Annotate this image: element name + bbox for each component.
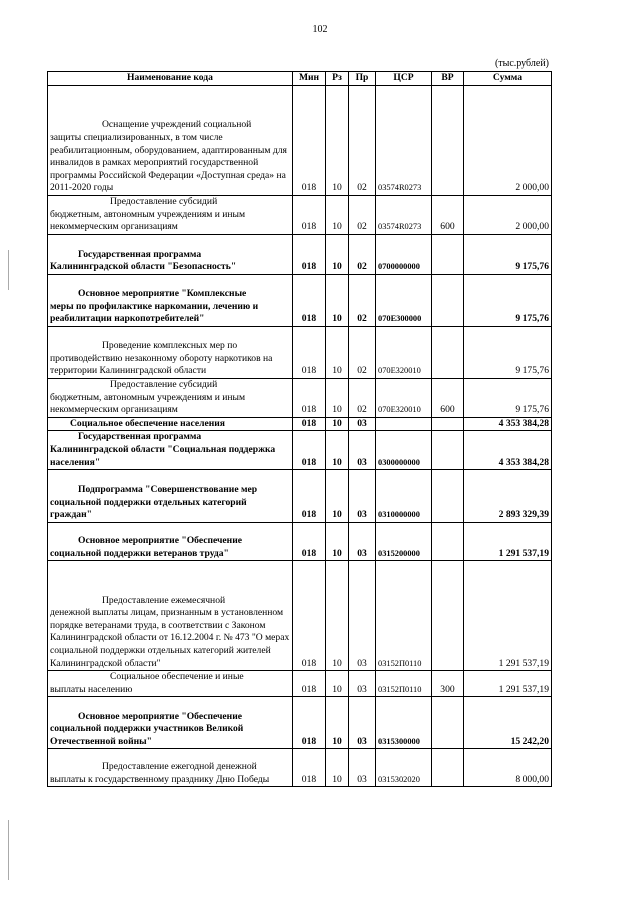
row-name-text: выплаты к государственному празднику Дню Победы	[50, 773, 270, 785]
row-pr: 02	[349, 326, 376, 378]
row-min: 018	[293, 196, 326, 235]
row-name	[48, 234, 293, 274]
table-row	[48, 378, 552, 417]
row-vr	[432, 86, 464, 196]
table-row	[48, 196, 552, 235]
table-row	[48, 234, 552, 274]
row-vr	[432, 470, 464, 523]
row-min: 018	[293, 417, 326, 431]
row-name-lead: Государственная программа	[78, 248, 202, 260]
table-row	[48, 326, 552, 378]
row-sum: 4 353 384,28	[464, 431, 552, 470]
row-sum: 4 353 384,28	[464, 417, 552, 431]
table-row	[48, 749, 552, 787]
row-name-text: меры по профилактике наркомании, лечению и реабилитации наркопотребителей"	[50, 300, 259, 325]
row-pr: 02	[349, 234, 376, 274]
scan-artifact-line	[8, 820, 9, 880]
row-sum: 1 291 537,19	[464, 671, 552, 697]
row-name	[48, 697, 293, 749]
row-rz: 10	[326, 431, 349, 470]
row-name-text: Калининградской области "Безопасность"	[50, 261, 237, 273]
row-name	[48, 378, 293, 417]
row-csr: 0315302020	[376, 749, 432, 787]
header-rz: Рз	[326, 72, 349, 86]
row-rz: 10	[326, 274, 349, 326]
row-vr	[432, 522, 464, 560]
row-rz: 10	[326, 749, 349, 787]
row-name-lead: Социальное обеспечение и иные	[110, 671, 244, 683]
row-csr: 0315300000	[376, 697, 432, 749]
row-name	[48, 522, 293, 560]
row-vr: 300	[432, 671, 464, 697]
row-pr: 03	[349, 671, 376, 697]
row-name-text: бюджетным, автономным учреждениям и иным некоммерческим организациям	[50, 391, 246, 416]
row-pr: 02	[349, 86, 376, 196]
row-csr	[376, 417, 432, 431]
table-row	[48, 274, 552, 326]
row-rz: 10	[326, 522, 349, 560]
header-sum: Сумма	[464, 72, 552, 86]
row-name	[48, 749, 293, 787]
row-vr	[432, 234, 464, 274]
row-sum: 15 242,20	[464, 697, 552, 749]
row-pr: 03	[349, 417, 376, 431]
row-csr: 070Е320010	[376, 378, 432, 417]
row-rz: 10	[326, 378, 349, 417]
row-pr: 03	[349, 697, 376, 749]
row-sum: 1 291 537,19	[464, 522, 552, 560]
row-name	[48, 671, 293, 697]
table-row	[48, 86, 552, 196]
table-row	[48, 561, 552, 671]
row-rz: 10	[326, 697, 349, 749]
row-rz: 10	[326, 470, 349, 523]
header-min: Мин	[293, 72, 326, 86]
row-name	[48, 470, 293, 523]
table-row	[48, 417, 552, 431]
row-sum: 2 000,00	[464, 196, 552, 235]
row-name	[48, 417, 293, 431]
row-name	[48, 274, 293, 326]
row-pr: 03	[349, 522, 376, 560]
row-sum: 2 000,00	[464, 86, 552, 196]
row-vr	[432, 274, 464, 326]
table-row	[48, 671, 552, 697]
row-vr	[432, 417, 464, 431]
row-min: 018	[293, 470, 326, 523]
row-csr: 070Е300000	[376, 274, 432, 326]
row-rz: 10	[326, 671, 349, 697]
row-pr: 02	[349, 196, 376, 235]
row-name-text: денежной выплаты лицам, признанным в установленном порядке ветеранами труда, в соответствии с Законом Калининградской области от 16.12.2004 г. № 473 "О мерах социальной поддержки отдельных категорий жителей Калининградской области"	[50, 607, 290, 669]
row-sum: 8 000,00	[464, 749, 552, 787]
row-name-lead: Основное мероприятие "Обеспечение	[78, 534, 242, 546]
row-csr: 03574R0273	[376, 196, 432, 235]
row-sum: 9 175,76	[464, 234, 552, 274]
row-name	[48, 561, 293, 671]
row-name-text: Калининградской области "Социальная поддержка населения"	[50, 443, 276, 468]
table-row	[48, 522, 552, 560]
row-name-lead: Предоставление субсидий	[110, 378, 218, 390]
row-rz: 10	[326, 561, 349, 671]
row-name-text: бюджетным, автономным учреждениям и иным некоммерческим организациям	[50, 208, 246, 233]
row-min: 018	[293, 522, 326, 560]
row-name-lead: Государственная программа	[78, 431, 202, 443]
row-csr: 0700000000	[376, 234, 432, 274]
row-name-lead: Основное мероприятие "Обеспечение	[78, 710, 242, 722]
table-row	[48, 431, 552, 470]
row-vr	[432, 749, 464, 787]
table-row	[48, 470, 552, 523]
row-min: 018	[293, 326, 326, 378]
row-vr	[432, 326, 464, 378]
header-name: Наименование кода	[48, 72, 293, 86]
row-name	[48, 431, 293, 470]
row-vr	[432, 697, 464, 749]
row-rz: 10	[326, 417, 349, 431]
row-csr: 0300000000	[376, 431, 432, 470]
row-name-lead: Предоставление ежемесячной	[102, 594, 226, 606]
row-csr: 0315200000	[376, 522, 432, 560]
row-name-text: социальной поддержки отдельных категорий граждан"	[50, 496, 247, 521]
row-min: 018	[293, 86, 326, 196]
row-vr	[432, 561, 464, 671]
row-name-text: выплаты населению	[50, 683, 133, 695]
row-min: 018	[293, 697, 326, 749]
header-vr: ВР	[432, 72, 464, 86]
row-vr	[432, 431, 464, 470]
row-min: 018	[293, 431, 326, 470]
row-name-text: социальной поддержки ветеранов труда"	[50, 547, 229, 559]
row-pr: 02	[349, 378, 376, 417]
row-pr: 03	[349, 431, 376, 470]
row-min: 018	[293, 749, 326, 787]
scan-artifact-line	[8, 250, 9, 290]
row-min: 018	[293, 234, 326, 274]
row-csr: 070Е320010	[376, 326, 432, 378]
row-rz: 10	[326, 234, 349, 274]
row-rz: 10	[326, 86, 349, 196]
row-csr: 03152П0110	[376, 671, 432, 697]
row-vr: 600	[432, 378, 464, 417]
row-name	[48, 196, 293, 235]
row-pr: 02	[349, 274, 376, 326]
row-name-lead: Оснащение учреждений социальной	[102, 119, 252, 131]
row-name-lead: Основное мероприятие "Комплексные	[78, 288, 247, 300]
table-body	[48, 86, 552, 787]
budget-table	[47, 71, 552, 787]
row-csr: 0310000000	[376, 470, 432, 523]
header-csr: ЦСР	[376, 72, 432, 86]
row-name-text: защиты специализированных, в том числе реабилитационным, оборудованием, адаптированным для инвалидов в рамках мероприятий государственной программы Российской Федерации «Доступная среда» на 2011-2020 годы	[50, 132, 287, 194]
page-number: 102	[312, 24, 328, 35]
row-min: 018	[293, 378, 326, 417]
row-sum: 9 175,76	[464, 274, 552, 326]
row-vr: 600	[432, 196, 464, 235]
row-sum: 2 893 329,39	[464, 470, 552, 523]
row-pr: 03	[349, 470, 376, 523]
row-name-lead: Предоставление субсидий	[110, 196, 218, 207]
row-rz: 10	[326, 196, 349, 235]
header-pr: Пр	[349, 72, 376, 86]
row-pr: 03	[349, 749, 376, 787]
row-min: 018	[293, 671, 326, 697]
unit-note: (тыс.рублей)	[494, 58, 549, 69]
row-name-text: противодействию незаконному обороту наркотиков на территории Калининградской области	[50, 352, 273, 377]
row-min: 018	[293, 561, 326, 671]
row-name-lead: Проведение комплексных мер по	[102, 340, 238, 352]
row-sum: 9 175,76	[464, 326, 552, 378]
row-pr: 03	[349, 561, 376, 671]
row-rz: 10	[326, 326, 349, 378]
row-min: 018	[293, 274, 326, 326]
row-name-lead: Подпрограмма "Совершенствование мер	[78, 484, 258, 496]
table-row	[48, 697, 552, 749]
row-csr: 03574R0273	[376, 86, 432, 196]
row-name-lead: Предоставление ежегодной денежной	[102, 761, 257, 773]
row-name	[48, 326, 293, 378]
row-name-lead: Социальное обеспечение населения	[70, 417, 225, 429]
table-header-row	[48, 72, 552, 86]
row-sum: 9 175,76	[464, 378, 552, 417]
row-sum: 1 291 537,19	[464, 561, 552, 671]
row-csr: 03152П0110	[376, 561, 432, 671]
row-name	[48, 86, 293, 196]
row-name-text: социальной поддержки участников Великой Отечественной войны"	[50, 723, 244, 747]
